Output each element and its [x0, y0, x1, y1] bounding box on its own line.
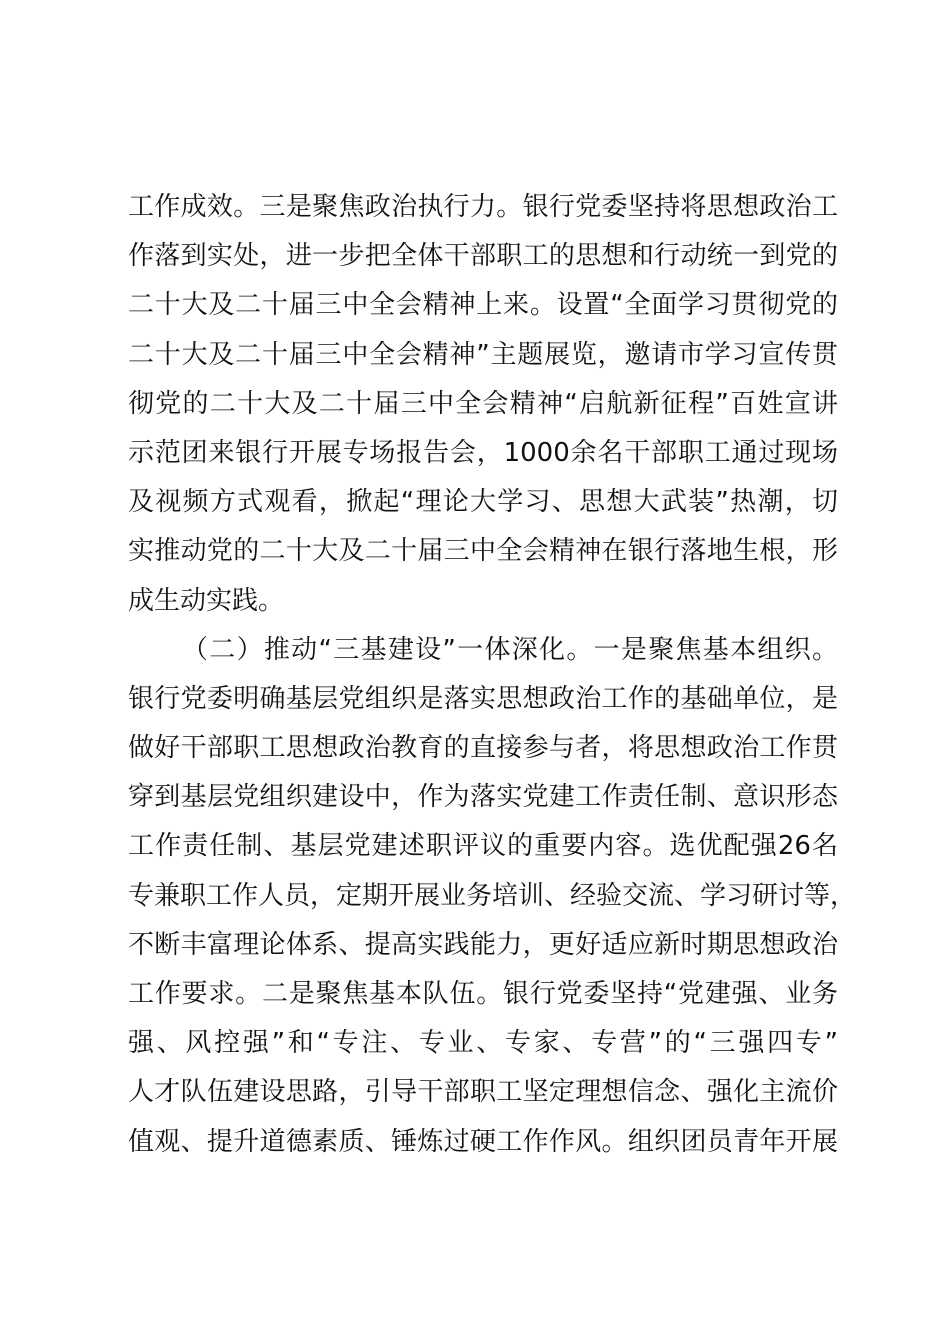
section-heading-line: （二）推动“三基建设”一体深化。一是聚焦基本组织。: [182, 634, 838, 665]
text-line: 二十大及二十届三中全会精神上来。设置“全面学习贯彻党的: [128, 290, 838, 321]
text-line: 作落到实处，进一步把全体干部职工的思想和行动统一到党的: [128, 241, 838, 272]
text-line: 做好干部职工思想政治教育的直接参与者，将思想政治工作贯: [128, 733, 838, 764]
text-line: 工作成效。三是聚焦政治执行力。银行党委坚持将思想政治工: [128, 192, 838, 222]
text-line: 值观、提升道德素质、锤炼过硬工作作风。组织团员青年开展: [128, 1126, 838, 1157]
text-line: 示范团来银行开展专场报告会，1000余名干部职工通过现场: [128, 437, 838, 468]
paragraph-end-line: 成生动实践。: [128, 585, 285, 616]
text-line: 强、风控强”和“专注、专业、专家、专营”的“三强四专”: [128, 1028, 838, 1059]
text-line: 银行党委明确基层党组织是落实思想政治工作的基础单位，是: [128, 683, 838, 714]
text-line: 及视频方式观看，掀起“理论大学习、思想大武装”热潮，切: [128, 487, 838, 518]
text-line: 人才队伍建设思路，引导干部职工坚定理想信念、强化主流价: [128, 1077, 838, 1108]
text-line: 二十大及二十届三中全会精神”主题展览，邀请市学习宣传贯: [128, 339, 838, 370]
text-line: 工作责任制、基层党建述职评议的重要内容。选优配强26名: [128, 831, 838, 862]
text-line: 专兼职工作人员，定期开展业务培训、经验交流、学习研讨等，: [128, 880, 857, 911]
text-line: 实推动党的二十大及二十届三中全会精神在银行落地生根，形: [128, 536, 838, 567]
text-line: 彻党的二十大及二十届三中全会精神“启航新征程”百姓宣讲: [128, 388, 838, 419]
body-text: [128, 183, 857, 1167]
text-line: 穿到基层党组织建设中，作为落实党建工作责任制、意识形态: [128, 782, 838, 813]
text-line: 工作要求。二是聚焦基本队伍。银行党委坚持“党建强、业务: [128, 979, 838, 1009]
text-line: 不断丰富理论体系、提高实践能力，更好适应新时期思想政治: [128, 929, 838, 960]
